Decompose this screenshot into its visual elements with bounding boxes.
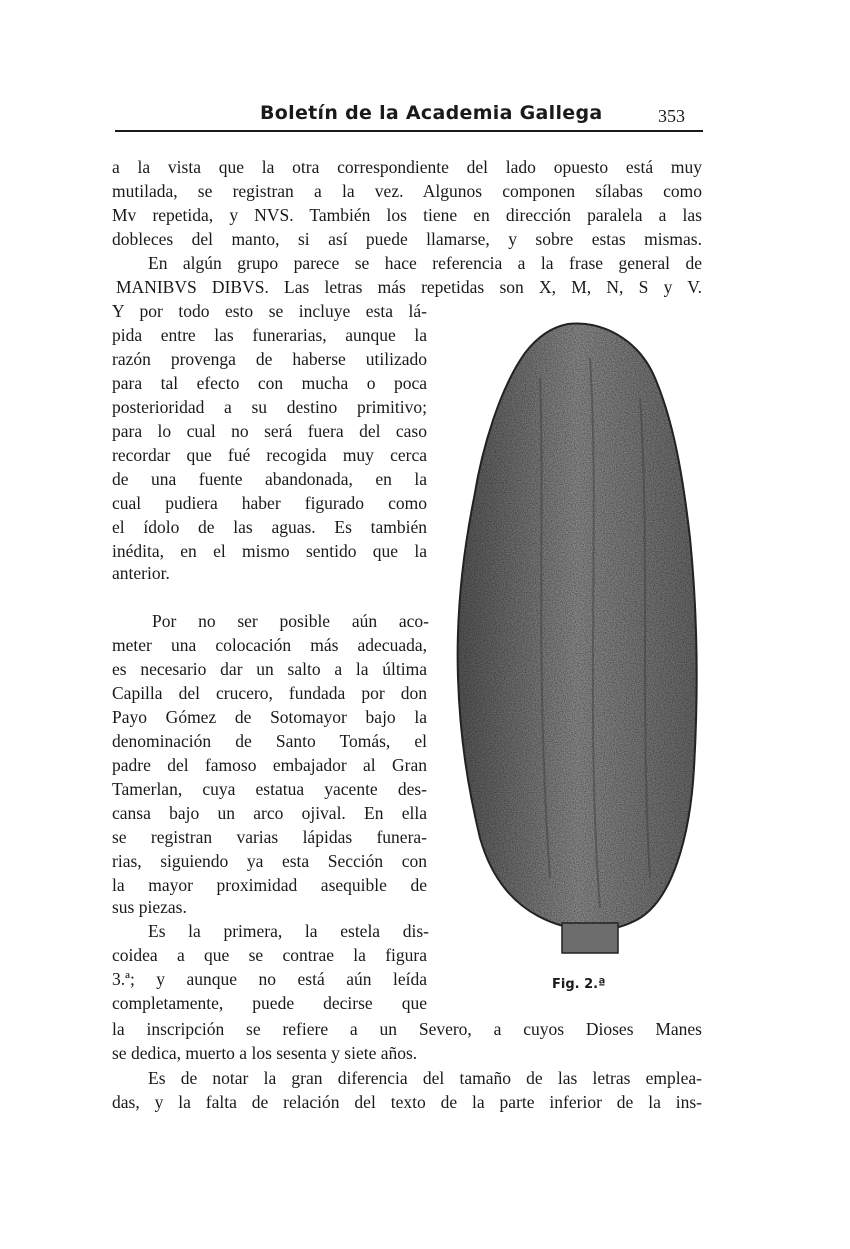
text-line: mutilada, se registran a la vez. Algunos componen sílabas como bbox=[112, 181, 702, 201]
text-line: razón provenga de haberse utilizado bbox=[112, 349, 427, 369]
figure-caption: Fig. 2.ª bbox=[552, 977, 606, 992]
text-line: padre del famoso embajador al Gran bbox=[112, 755, 427, 775]
text-line: la inscripción se refiere a un Severo, a cuyos Dioses Manes bbox=[112, 1019, 702, 1039]
text-line: coidea a que se contrae la figura bbox=[112, 945, 427, 965]
running-header bbox=[115, 100, 703, 132]
text-line: Mv repetida, y NVS. También los tiene en dirección paralela a las bbox=[112, 205, 702, 225]
text-line: cual pudiera haber figurado como bbox=[112, 493, 427, 513]
text-line: se dedica, muerto a los sesenta y siete años. bbox=[112, 1043, 418, 1063]
text-line: 3.ª; y aunque no está aún leída bbox=[112, 969, 427, 989]
text-line: Capilla del crucero, fundada por don bbox=[112, 683, 427, 703]
text-line: Por no ser posible aún aco- bbox=[152, 611, 429, 631]
text-line: de una fuente abandonada, en la bbox=[112, 469, 427, 489]
text-line: completamente, puede decirse que bbox=[112, 993, 427, 1013]
text-line: Es de notar la gran diferencia del tamaño de las letras emplea- bbox=[148, 1068, 702, 1088]
text-line: recordar que fué recogida muy cerca bbox=[112, 445, 427, 465]
text-line: En algún grupo parece se hace referencia a la frase general de bbox=[148, 253, 702, 273]
text-line: Tamerlan, cuya estatua yacente des- bbox=[112, 779, 427, 799]
text-line: para lo cual no será fuera del caso bbox=[112, 421, 427, 441]
text-line: das, y la falta de relación del texto de la parte inferior de la ins- bbox=[112, 1092, 702, 1112]
journal-title: Boletín de la Academia Gallega bbox=[260, 102, 603, 124]
text-line: Y por todo esto se incluye esta lá- bbox=[112, 301, 427, 321]
text-line: sus piezas. bbox=[112, 897, 187, 917]
text-line: a la vista que la otra correspondiente del lado opuesto está muy bbox=[112, 157, 702, 177]
text-line: MANIBVS DIBVS. Las letras más repetidas son X, M, N, S y V. bbox=[116, 277, 702, 297]
text-line: dobleces del manto, si así puede llamarse, y sobre estas mismas. bbox=[112, 229, 702, 249]
text-line: la mayor proximidad asequible de bbox=[112, 875, 427, 895]
text-line: para tal efecto con mucha o poca bbox=[112, 373, 427, 393]
text-line: denominación de Santo Tomás, el bbox=[112, 731, 427, 751]
stone-figure bbox=[450, 318, 700, 958]
text-line: anterior. bbox=[112, 563, 170, 583]
text-line: rias, siguiendo ya esta Sección con bbox=[112, 851, 427, 871]
text-line: Es la primera, la estela dis- bbox=[148, 921, 429, 941]
text-line: el ídolo de las aguas. Es también bbox=[112, 517, 427, 537]
text-line: Payo Gómez de Sotomayor bajo la bbox=[112, 707, 427, 727]
text-line: cansa bajo un arco ojival. En ella bbox=[112, 803, 427, 823]
text-line: pida entre las funerarias, aunque la bbox=[112, 325, 427, 345]
page-number: 353 bbox=[658, 106, 685, 126]
text-line: posterioridad a su destino primitivo; bbox=[112, 397, 427, 417]
text-line: inédita, en el mismo sentido que la bbox=[112, 541, 427, 561]
text-line: es necesario dar un salto a la última bbox=[112, 659, 427, 679]
text-line: meter una colocación más adecuada, bbox=[112, 635, 427, 655]
text-line: se registran varias lápidas funera- bbox=[112, 827, 427, 847]
stone-illustration bbox=[450, 318, 700, 958]
